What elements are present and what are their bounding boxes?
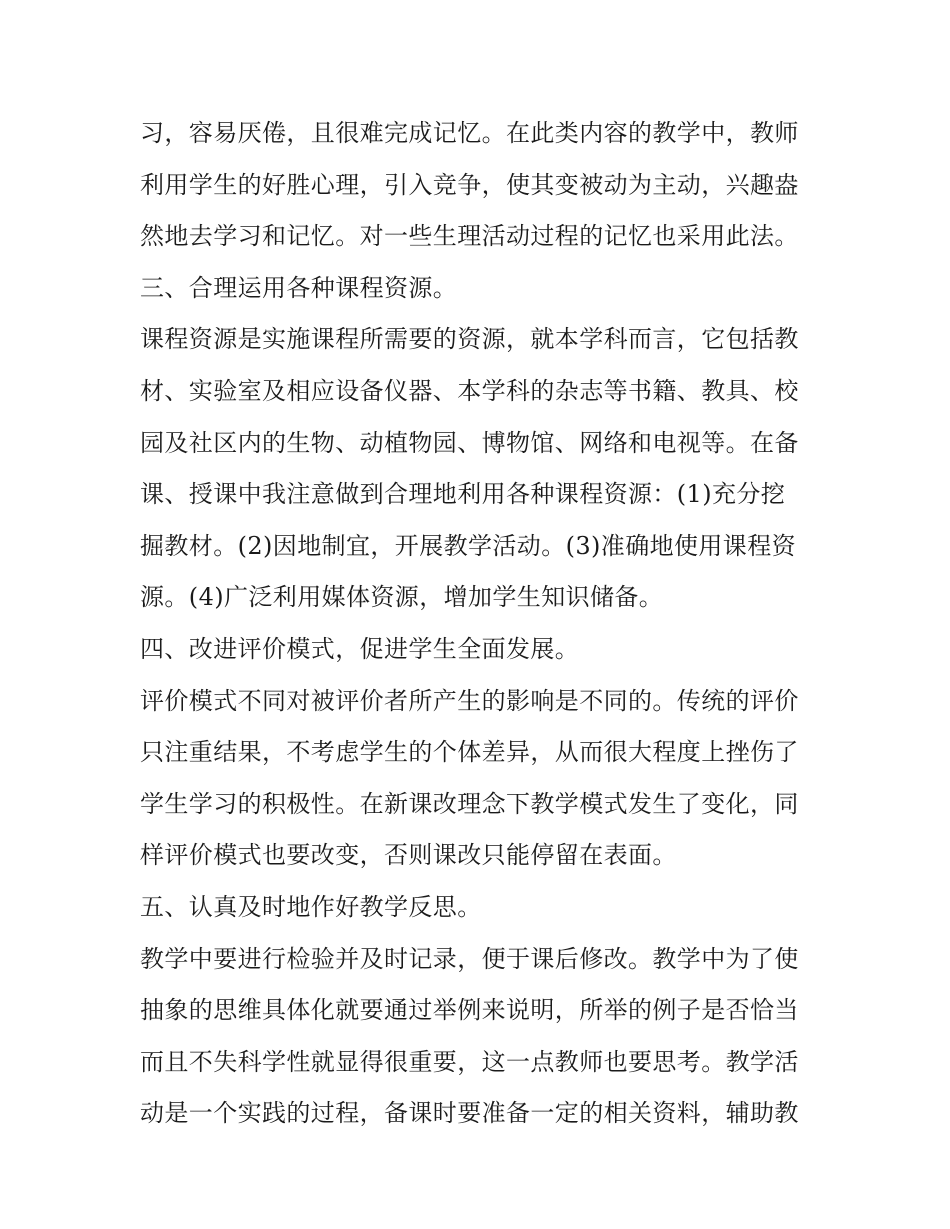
text-line: 学生学习的积极性。在新课改理念下教学模式发生了变化，同 xyxy=(140,789,799,818)
section-heading: 五、认真及时地作好教学反思。 xyxy=(140,892,482,921)
text-line: 源。(4)广泛利用媒体资源，增加学生知识储备。 xyxy=(140,583,664,612)
text-line: 样评价模式也要改变，否则课改只能停留在表面。 xyxy=(140,841,677,870)
body-text xyxy=(140,108,820,1140)
text-line: 而且不失科学性就显得很重要，这一点教师也要思考。教学活 xyxy=(140,1047,799,1076)
text-line: 习，容易厌倦，且很难完成记忆。在此类内容的教学中，教师 xyxy=(140,119,799,147)
text-line: 利用学生的好胜心理，引入竞争，使其变被动为主动，兴趣盎 xyxy=(140,170,799,199)
section-heading: 四、改进评价模式，促进学生全面发展。 xyxy=(140,634,580,663)
text-line: 动是一个实践的过程，备课时要准备一定的相关资料，辅助教 xyxy=(140,1099,799,1128)
section-heading: 三、合理运用各种课程资源。 xyxy=(140,273,458,302)
text-line: 掘教材。(2)因地制宜，开展教学活动。(3)准确地使用课程资 xyxy=(140,531,796,560)
text-line: 抽象的思维具体化就要通过举例来说明，所举的例子是否恰当 xyxy=(140,996,799,1025)
text-line: 园及社区内的生物、动植物园、博物馆、网络和电视等。在备 xyxy=(140,428,799,457)
text-line: 教学中要进行检验并及时记录，便于课后修改。教学中为了使 xyxy=(140,944,799,973)
text-line: 课程资源是实施课程所需要的资源，就本学科而言，它包括教 xyxy=(140,325,799,354)
text-line: 材、实验室及相应设备仪器、本学科的杂志等书籍、教具、校 xyxy=(140,376,799,405)
text-line: 评价模式不同对被评价者所产生的影响是不同的。传统的评价 xyxy=(140,686,799,715)
text-line: 然地去学习和记忆。对一些生理活动过程的记忆也采用此法。 xyxy=(140,222,799,251)
text-line: 只注重结果，不考虑学生的个体差异，从而很大程度上挫伤了 xyxy=(140,738,799,767)
text-line: 课、授课中我注意做到合理地利用各种课程资源：(1)充分挖 xyxy=(140,480,786,509)
